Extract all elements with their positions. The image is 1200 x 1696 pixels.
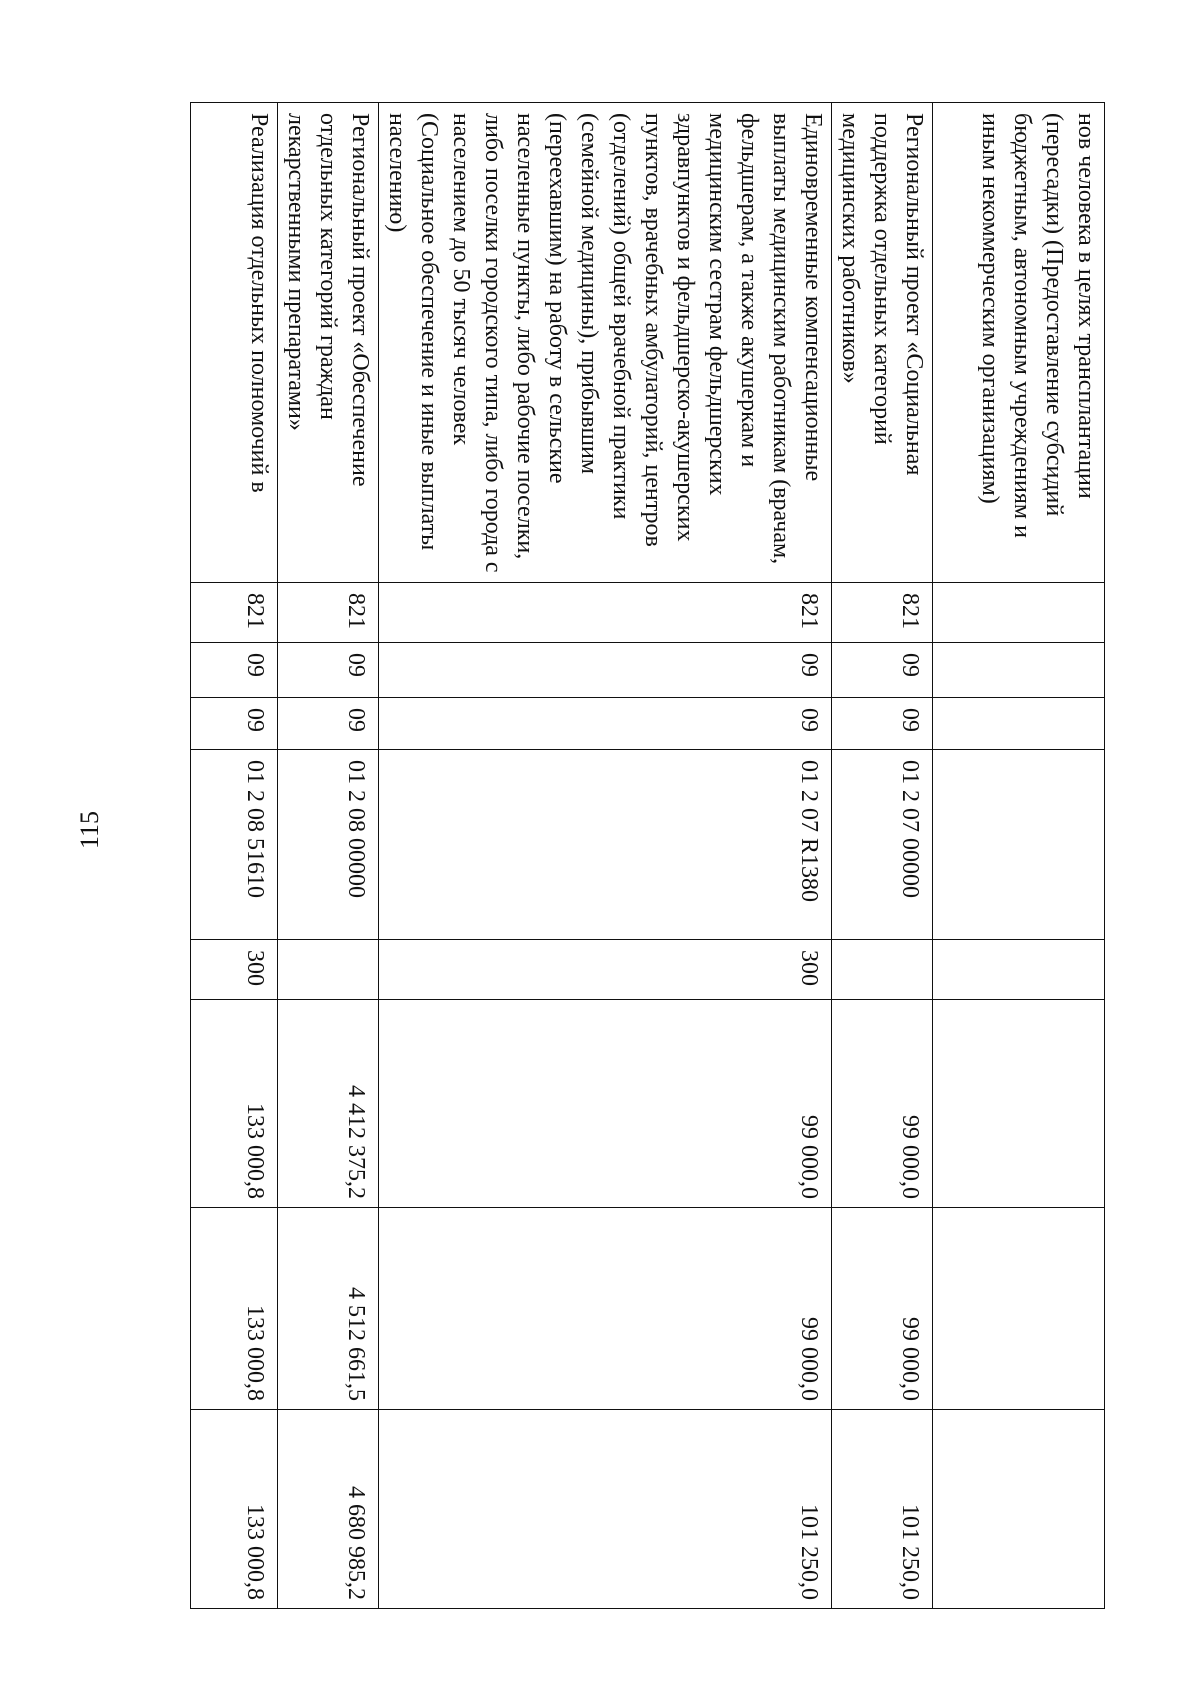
expense-type-code	[933, 940, 1105, 1000]
target-article-code: 01 2 07 R1380	[379, 750, 832, 940]
page-number: 115	[75, 810, 104, 850]
row-description: Реализация отдельных полномочий в	[191, 103, 278, 583]
subsection-code: 09	[191, 698, 278, 750]
admin-code: 821	[278, 583, 379, 643]
section-code: 09	[379, 643, 832, 698]
expense-type-code: 300	[191, 940, 278, 1000]
admin-code: 821	[379, 583, 832, 643]
expense-type-code: 300	[379, 940, 832, 1000]
amount-year-1: 133 000,8	[191, 1000, 278, 1208]
admin-code: 821	[191, 583, 278, 643]
section-code: 09	[278, 643, 379, 698]
table-row	[933, 103, 1105, 1609]
expense-type-code	[278, 940, 379, 1000]
table-row	[832, 103, 933, 1609]
subsection-code	[933, 698, 1105, 750]
table-row	[278, 103, 379, 1609]
target-article-code	[933, 750, 1105, 940]
subsection-code: 09	[832, 698, 933, 750]
section-code	[933, 643, 1105, 698]
amount-year-3: 101 250,0	[832, 1410, 933, 1609]
amount-year-3: 101 250,0	[379, 1410, 832, 1609]
amount-year-2: 133 000,8	[191, 1208, 278, 1410]
table-row	[191, 103, 278, 1609]
admin-code: 821	[832, 583, 933, 643]
table-row	[379, 103, 832, 1609]
budget-table	[190, 102, 1105, 1609]
amount-year-1	[933, 1000, 1105, 1208]
subsection-code: 09	[379, 698, 832, 750]
admin-code	[933, 583, 1105, 643]
amount-year-2	[933, 1208, 1105, 1410]
budget-table-rotated	[200, 102, 1105, 1608]
amount-year-1: 4 412 375,2	[278, 1000, 379, 1208]
row-description: нов человека в целях трансплантации (пересадки) (Предоставление субсидий бюджетным, автономным учреждениям и иным некоммерческим организациям)	[933, 103, 1105, 583]
expense-type-code	[832, 940, 933, 1000]
section-code: 09	[832, 643, 933, 698]
row-description: Региональный проект «Социальная поддержка отдельных категорий медицинских работников»	[832, 103, 933, 583]
amount-year-3: 133 000,8	[191, 1410, 278, 1609]
amount-year-2: 4 512 661,5	[278, 1208, 379, 1410]
amount-year-2: 99 000,0	[832, 1208, 933, 1410]
amount-year-2: 99 000,0	[379, 1208, 832, 1410]
row-description: Единовременные компенсационные выплаты медицинским работникам (врачам, фельдшерам, а также акушеркам и медицинским сестрам фельдшерских здравпунктов и фельдшерско-акушерских пунктов, врачебных амбулаторий, центров (отделений) общей врачебной практики (семейной медицины), прибывшим (переехавшим) на работу в сельские населенные пункты, либо рабочие поселки, либо поселки городского типа, либо города с населением до 50 тысяч человек (Социальное обеспечение и иные выплаты населению)	[379, 103, 832, 583]
subsection-code: 09	[278, 698, 379, 750]
amount-year-3	[933, 1410, 1105, 1609]
section-code: 09	[191, 643, 278, 698]
target-article-code: 01 2 08 00000	[278, 750, 379, 940]
row-description: Региональный проект «Обеспечение отдельных категорий граждан лекарственными препаратами»	[278, 103, 379, 583]
target-article-code: 01 2 07 00000	[832, 750, 933, 940]
amount-year-1: 99 000,0	[379, 1000, 832, 1208]
amount-year-3: 4 680 985,2	[278, 1410, 379, 1609]
target-article-code: 01 2 08 51610	[191, 750, 278, 940]
amount-year-1: 99 000,0	[832, 1000, 933, 1208]
